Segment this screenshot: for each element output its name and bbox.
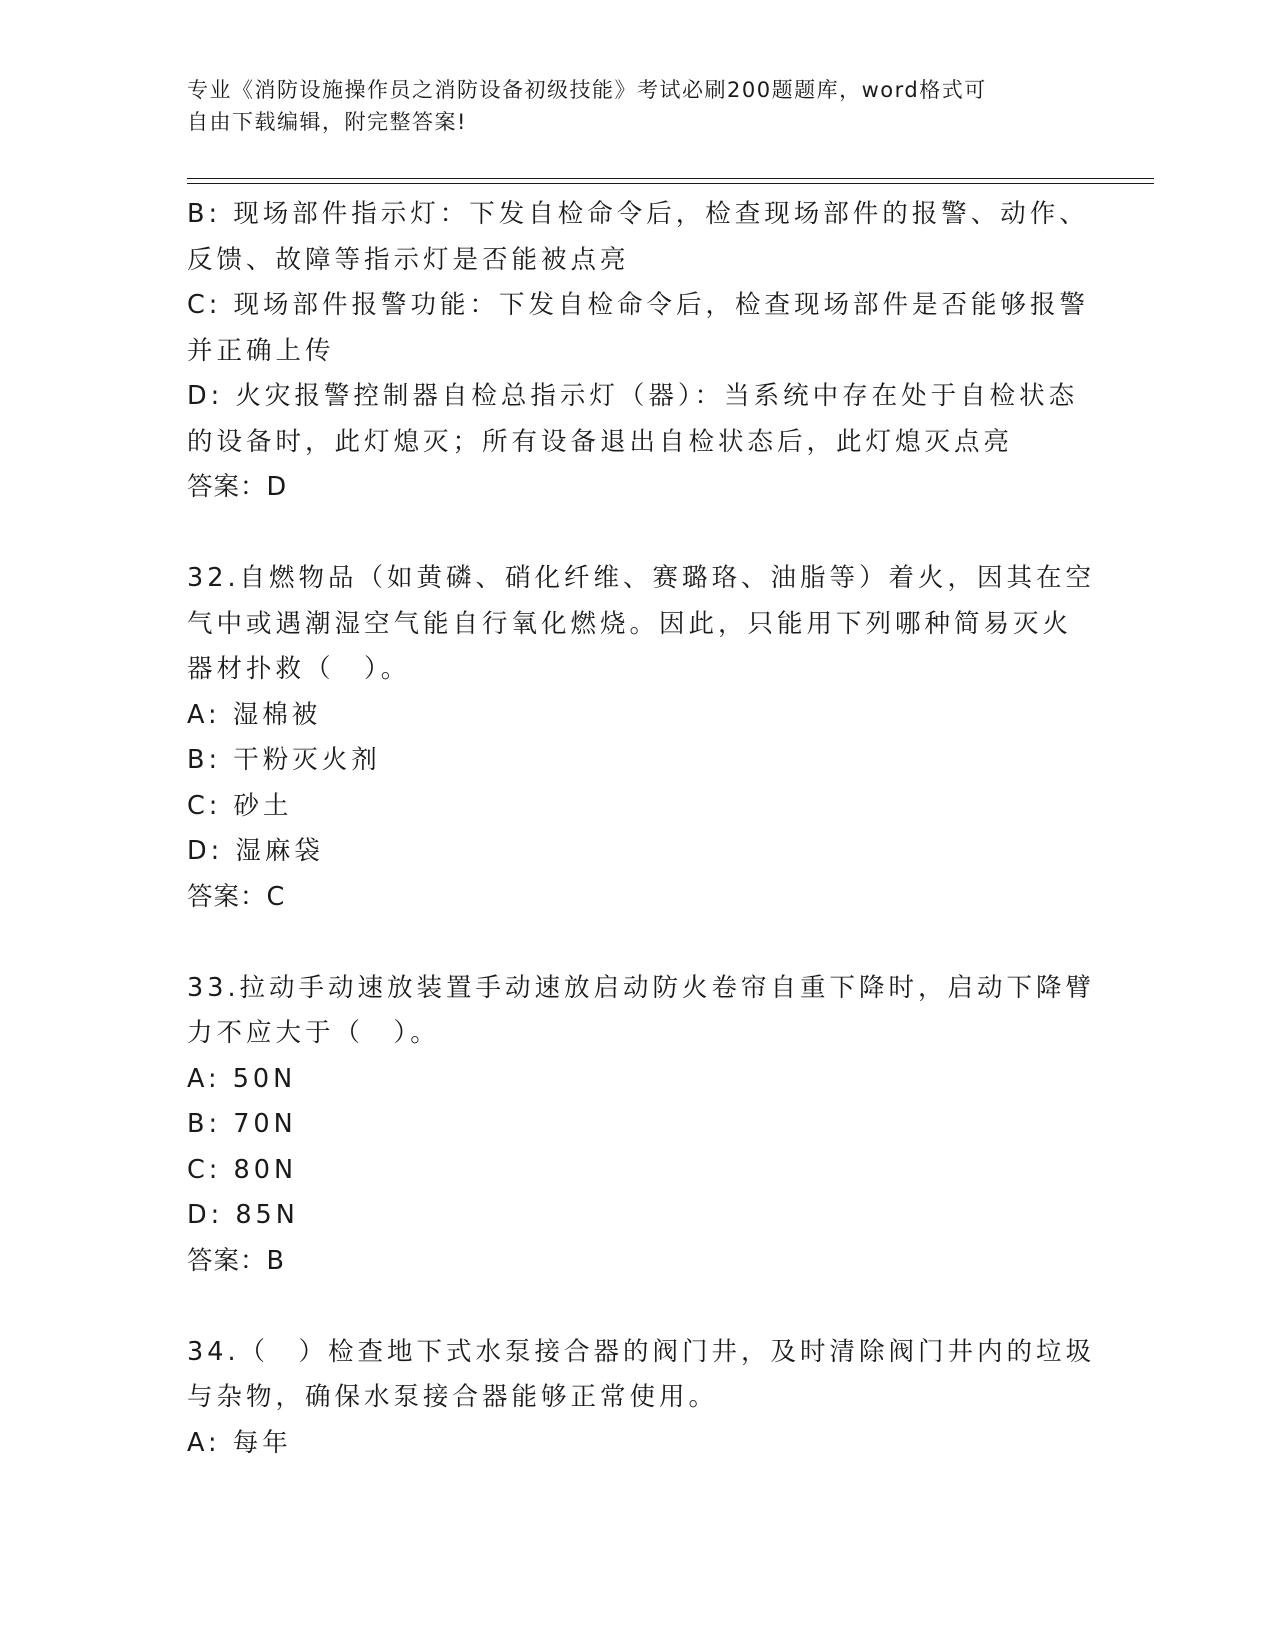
answer-33: 答案：B [187, 1245, 285, 1276]
option-c-line-2: 并正确上传 [187, 335, 335, 366]
question-32 [187, 556, 1096, 920]
question-33-option-d: D: 85N [187, 1200, 299, 1230]
option-b-line-1: B: 现场部件指示灯：下发自检命令后，检查现场部件的报警、动作、 [187, 199, 1089, 229]
question-content [187, 192, 1096, 1466]
question-32-line-3: 器材扑救（ ）。 [187, 654, 411, 684]
question-33-option-b: B: 70N [187, 1109, 297, 1139]
question-34 [187, 1330, 1096, 1467]
option-b-line-2: 反馈、故障等指示灯是否能被点亮 [187, 244, 630, 275]
question-34-option-a: A: 每年 [187, 1427, 292, 1458]
header-divider-top [187, 178, 1154, 179]
question-32-line-1: 32.自燃物品（如黄磷、硝化纤维、赛璐珞、油脂等）着火，因其在空 [187, 563, 1096, 593]
document-header [187, 74, 1067, 138]
answer-32: 答案：C [187, 881, 286, 912]
option-d-line-1: D: 火灾报警控制器自检总指示灯（器）：当系统中存在处于自检状态 [187, 381, 1079, 411]
question-33 [187, 966, 1096, 1285]
question-spacer [187, 920, 1077, 966]
question-32-line-2: 气中或遇潮湿空气能自行氧化燃烧。因此，只能用下列哪种简易灭火 [187, 608, 1073, 639]
question-34-line-2: 与杂物，确保水泵接合器能够正常使用。 [187, 1382, 719, 1412]
answer-31: 答案：D [187, 472, 288, 502]
question-32-option-a: A: 湿棉被 [187, 699, 322, 730]
question-32-option-b: B: 干粉灭火剂 [187, 745, 381, 775]
question-31-tail [187, 192, 1090, 511]
question-32-option-c: C: 砂土 [187, 790, 293, 821]
header-line-1: 专业《消防设施操作员之消防设备初级技能》考试必刷200题题库，word格式可 [187, 78, 987, 102]
option-c-line-1: C: 现场部件报警功能：下发自检命令后，检查现场部件是否能够报警 [187, 290, 1090, 320]
header-line-2: 自由下载编辑，附完整答案! [187, 110, 467, 134]
question-34-line-1: 34.（ ）检查地下式水泵接合器的阀门井，及时清除阀门井内的垃圾 [187, 1336, 1096, 1367]
question-spacer [187, 1284, 1077, 1330]
question-33-option-a: A: 50N [187, 1063, 297, 1094]
question-32-option-d: D: 湿麻袋 [187, 836, 324, 866]
question-spacer [187, 511, 1077, 557]
question-33-line-2: 力不应大于（ ）。 [187, 1018, 440, 1048]
option-d-line-2: 的设备时，此灯熄灭；所有设备退出自检状态后，此灯熄灭点亮 [187, 426, 1014, 457]
header-divider-bottom [187, 183, 1154, 184]
question-33-option-c: C: 80N [187, 1154, 298, 1185]
question-33-line-1: 33.拉动手动速放装置手动速放启动防火卷帘自重下降时，启动下降臂 [187, 972, 1096, 1003]
